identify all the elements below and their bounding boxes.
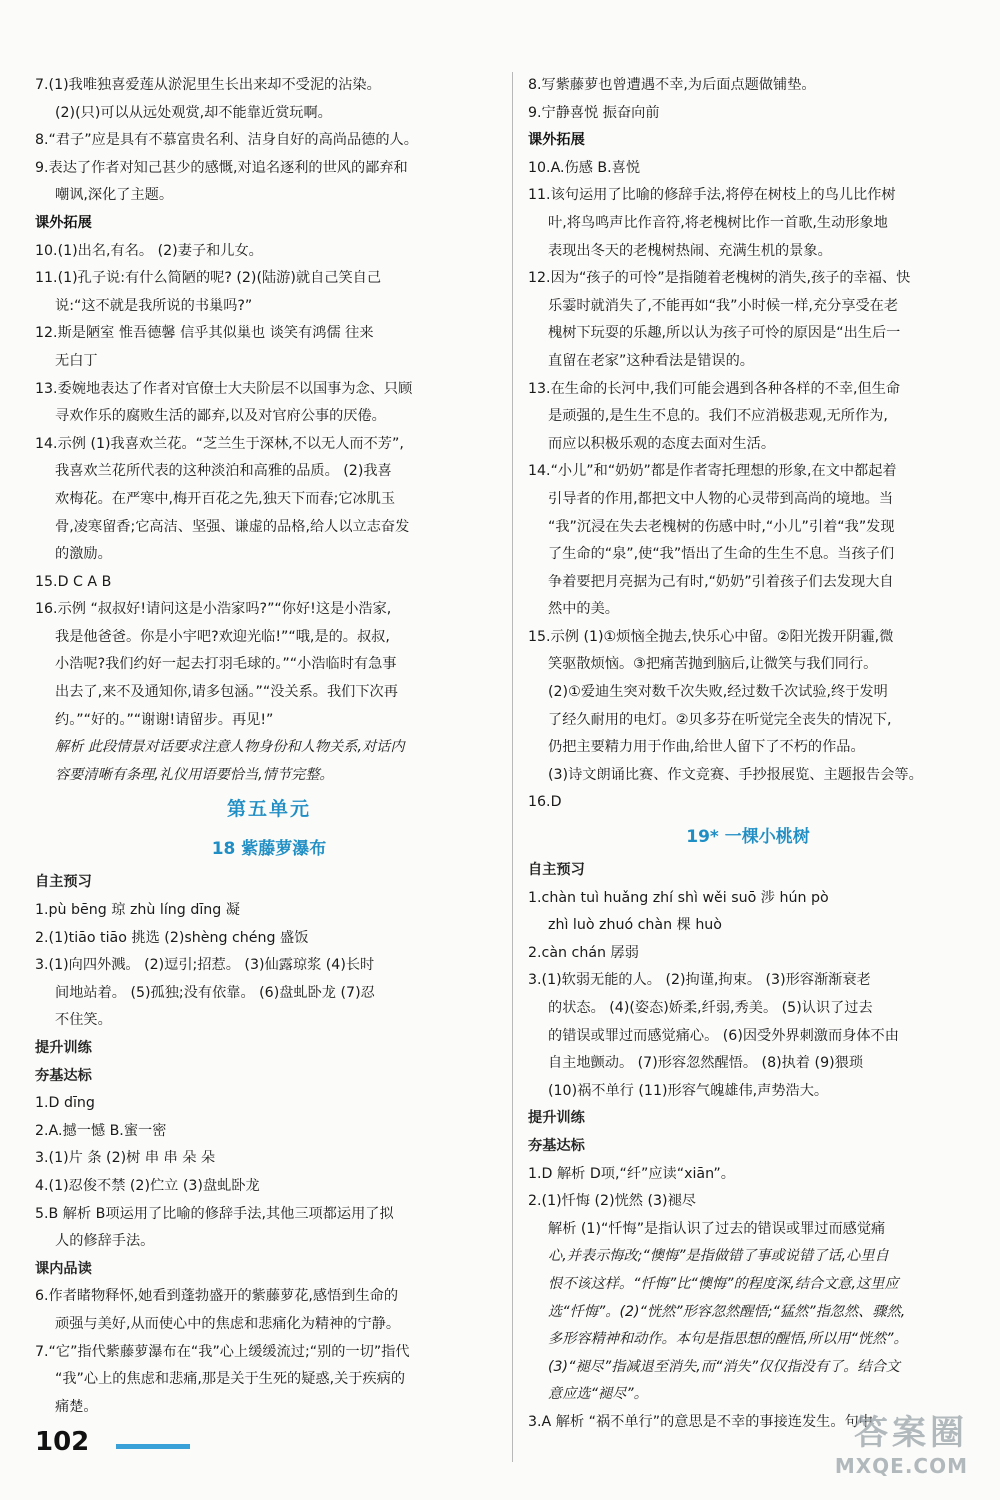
answer-line: 乐霎时就消失了,不能再如“我”小时候一样,充分享受在老 (548, 297, 899, 314)
answer-line: 了生命的“泉”,使“我”悟出了生命的生生不息。当孩子们 (548, 546, 895, 563)
answer-line: 2.càn chán 孱弱 (528, 944, 639, 961)
lesson-title: 19* 一棵小桃树 (686, 827, 810, 848)
answer-line: 小浩呢?我们约好一起去打羽毛球的。”“小浩临时有急事 (55, 656, 397, 673)
answer-line: 8.“君子”应是具有不慕富贵名利、洁身自好的高尚品德的人。 (35, 132, 418, 149)
answer-line: 说:“这不就是我所说的书巢吗?” (55, 297, 253, 314)
answer-line: 间地站着。 (5)孤独;没有依靠。 (6)盘虬卧龙 (7)忍 (55, 984, 375, 1001)
answer-line: 1.D 解析 D项,“纤”应读“xiān”。 (528, 1165, 735, 1182)
answer-line: 4.(1)忍俊不禁 (2)伫立 (3)盘虬卧龙 (35, 1177, 260, 1194)
answer-line: 容要清晰有条理,礼仪用语要恰当,情节完整。 (55, 766, 334, 783)
answer-line: 顽强与美好,从而使心中的焦虑和悲痛化为精神的宁静。 (55, 1315, 401, 1332)
answer-line: 恨不该这样。“忏悔”比“懊悔”的程度深,结合文意,这里应 (548, 1275, 899, 1292)
answer-line: 嘲讽,深化了主题。 (55, 187, 174, 204)
answer-line: 无白丁 (55, 352, 98, 369)
answer-line: 选“忏悔”。(2)“恍然”形容忽然醒悟;“猛然”指忽然、骤然, (548, 1303, 906, 1320)
unit-title: 第五单元 (226, 798, 311, 821)
page-number-bar (116, 1444, 190, 1449)
answer-line: 13.委婉地表达了作者对官僚士大夫阶层不以国事为念、只顾 (35, 380, 413, 397)
section-heading: 提升训练 (35, 1040, 92, 1056)
left-column (35, 72, 503, 1421)
answer-line: 直留在老家”这种看法是错误的。 (548, 352, 754, 369)
lesson-title: 18 紫藤萝瀑布 (211, 839, 327, 860)
answer-line: 3.(1)向四外溅。 (2)逗引;招惹。 (3)仙露琼浆 (4)长时 (35, 957, 375, 974)
section-heading: 课外拓展 (35, 214, 92, 231)
answer-line: 1.chàn tuì huǎng zhí shì wěi suō 涉 hún pò (528, 889, 829, 906)
watermark (835, 1405, 968, 1478)
section-heading: 提升训练 (528, 1110, 585, 1127)
answer-line: (10)祸不单行 (11)形容气魄雄伟,声势浩大。 (548, 1082, 829, 1099)
answer-line: 16.D (528, 794, 562, 811)
answer-line: 2.(1)tiāo tiāo 挑选 (2)shèng chéng 盛饭 (35, 929, 309, 946)
answer-line: 12.因为“孩子的可怜”是指随着老槐树的消失,孩子的幸福、快 (528, 270, 911, 287)
answer-line: 心,并表示悔改;“懊悔”是指做错了事或说错了话,心里自 (548, 1248, 889, 1265)
answer-line: (3)诗文朗诵比赛、作文竞赛、手抄报展览、主题报告会等。 (548, 766, 923, 783)
answer-line: “我”心上的焦虑和悲痛,那是关于生死的疑惑,关于疾病的 (55, 1371, 406, 1388)
answer-line: 1.D dīng (35, 1095, 95, 1112)
answer-line: 13.在生命的长河中,我们可能会遇到各种各样的不幸,但生命 (528, 380, 901, 397)
answer-line: 1.pù bēng 琼 zhù líng dīng 凝 (35, 902, 240, 919)
answer-line: 争着要把月亮据为己有时,“奶奶”引着孩子们去发现大自 (548, 573, 894, 590)
answer-line: 3.(1)软弱无能的人。 (2)拘谨,拘束。 (3)形容渐渐衰老 (528, 972, 871, 989)
answer-line: 多形容精神和动作。本句是指思想的醒悟,所以用“恍然”。 (548, 1331, 908, 1348)
answer-line: 仍把主要精力用于作曲,给世人留下了不朽的作品。 (548, 739, 865, 756)
answer-line: 11.(1)孔子说:有什么简陋的呢? (2)(陆游)就自己笑自己 (35, 270, 382, 287)
answer-line: 不住笑。 (55, 1012, 112, 1029)
answer-line: 14.“小儿”和“奶奶”都是作者寄托理想的形象,在文中都起着 (528, 463, 897, 480)
answer-line: 解析 (1)“忏悔”是指认识了过去的错误或罪过而感觉痛 (548, 1220, 886, 1237)
answer-line: 约。”“好的。”“谢谢!请留步。再见!” (55, 711, 274, 728)
answer-line: 10.(1)出名,有名。 (2)妻子和儿女。 (35, 242, 263, 259)
answer-line: 15.示例 (1)①烦恼全抛去,快乐心中留。②阳光拨开阴霾,微 (528, 628, 894, 645)
section-heading: 自主预习 (528, 862, 585, 879)
answer-line: 12.斯是陋室 惟吾德馨 信乎其似巢也 谈笑有鸿儒 往来 (35, 325, 374, 342)
answer-line: 的状态。 (4)(姿态)娇柔,纤弱,秀美。 (5)认识了过去 (548, 1000, 873, 1016)
answer-line: 人的修辞手法。 (55, 1233, 155, 1250)
answer-line: 了经久耐用的电灯。②贝多芬在听觉完全丧失的情况下, (548, 711, 892, 728)
answer-line: 16.示例 “叔叔好!请问这是小浩家吗?”“你好!这是小浩家, (35, 601, 392, 618)
answer-line: 出去了,来不及通知你,请多包涵。”“没关系。我们下次再 (55, 684, 398, 701)
section-heading: 夯基达标 (35, 1067, 92, 1084)
answer-line: (2)①爱迪生突对数千次失败,经过数千次试验,终于发明 (548, 684, 888, 701)
answer-line: 而应以积极乐观的态度去面对生活。 (548, 435, 776, 452)
answer-line: 7.“它”指代紫藤萝瀑布在“我”心上缓缓流过;“别的一切”指代 (35, 1343, 410, 1360)
answer-line: 的激励。 (55, 546, 112, 563)
answer-line: 槐树下玩耍的乐趣,所以认为孩子可怜的原因是“出生后一 (548, 325, 901, 342)
answer-line: 2.(1)忏悔 (2)恍然 (3)褪尽 (528, 1193, 696, 1210)
section-heading: 课内品读 (35, 1260, 92, 1277)
answer-line: 自主地颤动。 (7)形容忽然醒悟。 (8)执着 (9)猥琐 (548, 1055, 864, 1072)
watermark-url: MXQE.COM (834, 1454, 968, 1478)
answer-line: “我”沉浸在失去老槐树的伤感中时,“小儿”引着“我”发现 (548, 518, 895, 535)
answer-line: 9.表达了作者对知己甚少的感慨,对追名逐利的世风的鄙弃和 (35, 159, 408, 176)
answer-line: 5.B 解析 B项运用了比喻的修辞手法,其他三项都运用了拟 (35, 1205, 394, 1222)
answer-line: 3.A 解析 “祸不单行”的意思是不幸的事接连发生。句中 (528, 1413, 873, 1430)
watermark-logo: 答案圈 (854, 1413, 968, 1453)
column-divider (512, 72, 513, 1462)
answer-line: 我喜欢兰花所代表的这种淡泊和高雅的品质。 (2)我喜 (55, 463, 392, 480)
answer-line: 14.示例 (1)我喜欢兰花。“芝兰生于深林,不以无人而不芳”, (35, 435, 404, 452)
answer-line: 意应选“褪尽”。 (548, 1386, 648, 1403)
answer-line: zhì luò zhuó chàn 棵 huò (548, 917, 722, 934)
section-heading: 课外拓展 (528, 132, 585, 149)
answer-line: (2)(只)可以从远处观赏,却不能靠近赏玩啊。 (55, 104, 332, 121)
answer-line: (3)“褪尽”指减退至消失,而“消失”仅仅指没有了。结合文 (548, 1358, 900, 1375)
answer-line: 痛楚。 (55, 1398, 98, 1415)
answer-line: 骨,凌寒留香;它高洁、坚强、谦虚的品格,给人以立志奋发 (55, 518, 410, 535)
answer-line: 寻欢作乐的腐败生活的鄙弃,以及对官府公事的厌倦。 (55, 408, 386, 425)
right-column (528, 72, 968, 1437)
answer-line: 叶,将鸟鸣声比作音符,将老槐树比作一首歌,生动形象地 (548, 214, 888, 231)
answer-line: 然中的美。 (548, 601, 619, 618)
answer-line: 欢梅花。在严寒中,梅开百花之先,独天下而春;它冰肌玉 (55, 490, 396, 507)
answer-line: 8.写紫藤萝也曾遭遇不幸,为后面点题做铺垫。 (528, 77, 816, 93)
answer-line: 11.该句运用了比喻的修辞手法,将停在树枝上的鸟儿比作树 (528, 187, 896, 204)
section-heading: 自主预习 (35, 874, 92, 891)
answer-line: 解析 此段情景对话要求注意人物身份和人物关系,对话内 (55, 739, 405, 756)
answer-line: 2.A.撼一憾 B.蜜一密 (35, 1122, 167, 1139)
answer-line: 表现出冬天的老槐树热闹、充满生机的景象。 (548, 242, 832, 259)
answer-line: 10.A.伤感 B.喜悦 (528, 159, 641, 176)
answer-line: 7.(1)我唯独喜爱莲从淤泥里生长出来却不受泥的沾染。 (35, 77, 381, 93)
answer-line: 6.作者睹物释怀,她看到蓬勃盛开的紫藤萝花,感悟到生命的 (35, 1288, 399, 1305)
answer-line: 9.宁静喜悦 振奋向前 (528, 104, 660, 121)
answer-line: 我是他爸爸。你是小宇吧?欢迎光临!”“哦,是的。叔叔, (55, 628, 390, 645)
answer-line: 15.D C A B (35, 573, 112, 590)
answer-line: 3.(1)片 条 (2)树 串 串 朵 朵 (35, 1150, 216, 1167)
answer-line: 笑驱散烦恼。③把痛苦抛到脑后,让微笑与我们同行。 (548, 656, 878, 673)
page-number: 102 (35, 1427, 90, 1457)
answer-line: 引导者的作用,都把文中人物的心灵带到高尚的境地。当 (548, 490, 894, 507)
answer-line: 是顽强的,是生生不息的。我们不应消极悲观,无所作为, (548, 408, 888, 425)
answer-line: 的错误或罪过而感觉痛心。 (6)因受外界刺激而身体不由 (548, 1027, 899, 1044)
section-heading: 夯基达标 (528, 1137, 585, 1154)
